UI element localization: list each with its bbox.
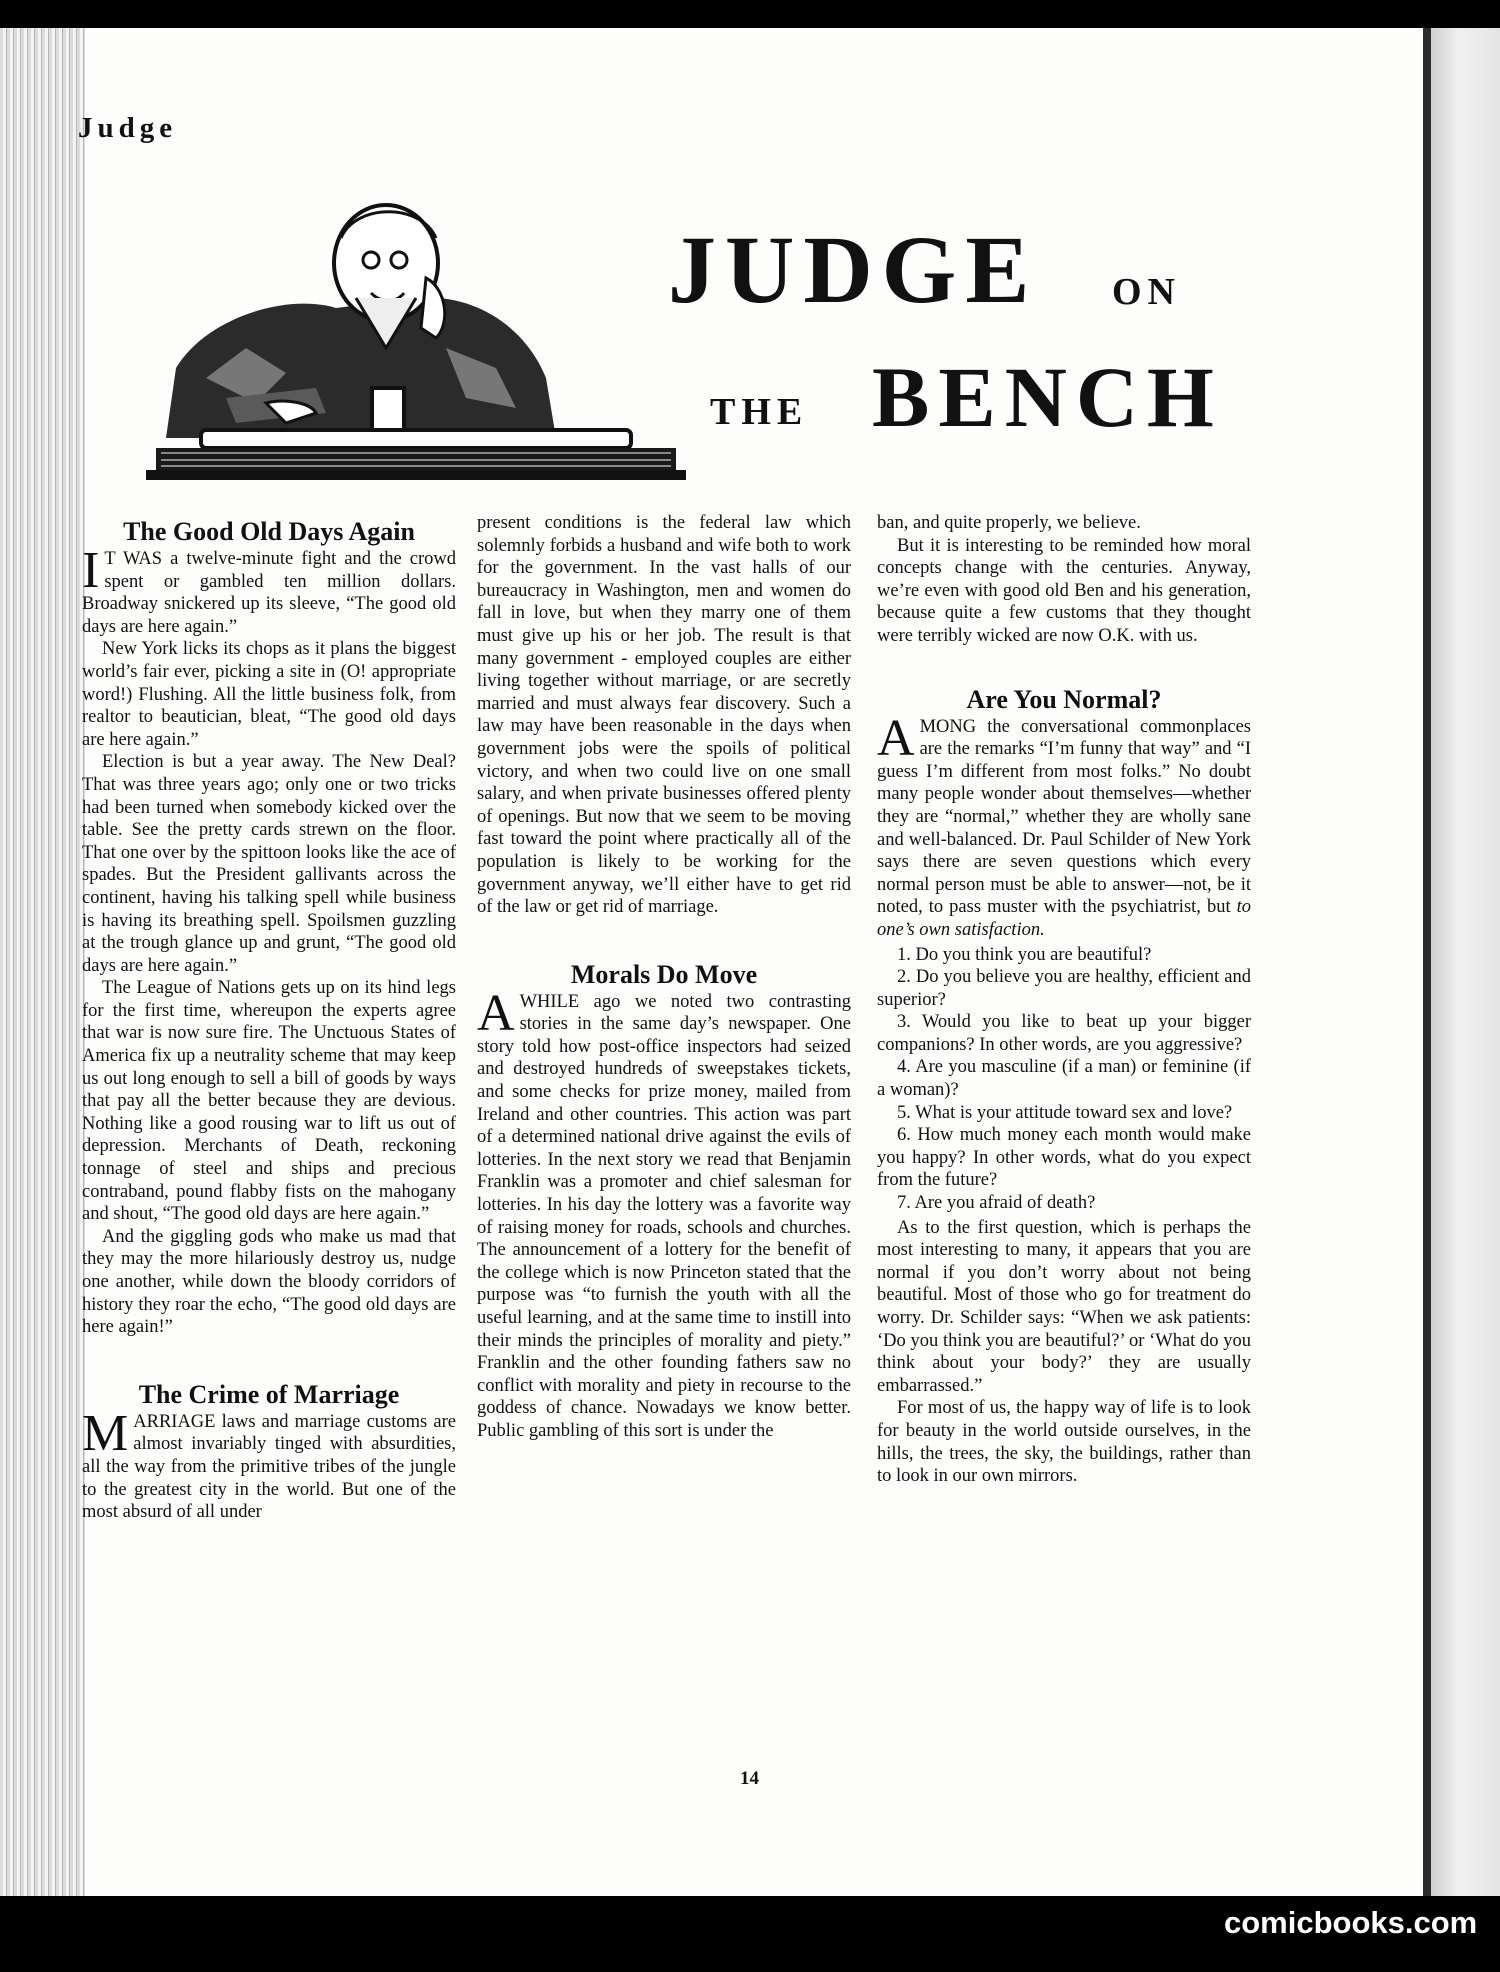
watermark: comicbooks.com bbox=[1224, 1905, 1478, 1940]
headline-crime-of-marriage: The Crime of Marriage bbox=[138, 1379, 400, 1409]
drop-cap: M bbox=[82, 1404, 129, 1462]
question-item: 7. Are you afraid of death? bbox=[897, 1193, 1096, 1214]
column-2 bbox=[477, 512, 851, 1443]
running-head: Judge bbox=[78, 112, 178, 144]
question-item: 2. Do you believe you are healthy, efficient and superior? bbox=[877, 967, 1251, 1010]
column-3 bbox=[877, 512, 1251, 1488]
questions-list bbox=[877, 944, 1251, 1215]
drop-cap: A bbox=[877, 709, 915, 767]
drop-cap: A bbox=[477, 984, 515, 1042]
book-binding-edge bbox=[0, 28, 85, 1896]
masthead-on: ON bbox=[1112, 271, 1181, 313]
article-paragraph: The League of Nations gets up on its hind legs for the first time, whereupon the experts agree that war is now sure fire. The Unctuous States of America fix up a neutrality scheme that may keep us out long enough to sell a bill of goods by ways that pay all the better because they are devious. Nothing like a good rousing war to lift us out of depression. Merchants of Death, reckoning tonnage of steel and ships and precious contraband, pound flabby fists on the mahogany and shout, “The good old days are here again.” bbox=[82, 978, 456, 1225]
column-1 bbox=[82, 516, 456, 1524]
question-item: 6. How much money each month would make you happy? In other words, what do you expect from the future? bbox=[877, 1125, 1251, 1191]
question-item: 1. Do you think you are beautiful? bbox=[897, 944, 1152, 965]
headline-are-you-normal: Are You Normal? bbox=[966, 684, 1162, 714]
question-item: 5. What is your attitude toward sex and love? bbox=[897, 1102, 1233, 1123]
article-paragraph: AMONG the conversational commonplaces are the remarks “I’m funny that way” and “I guess I’m different from most folks.” No doubt many people wonder about themselves—whether they are “normal,” whether they are wholly sane and well-balanced. Dr. Paul Schilder of New York says there are seven questions which every normal person must be able to answer—not, be it noted, to pass muster with the psychiatrist, but to one’s own satisfaction. bbox=[877, 709, 1252, 940]
headline-good-old-days: The Good Old Days Again bbox=[123, 517, 415, 546]
italic-phrase: to one’s own satisfaction. bbox=[877, 897, 1252, 940]
masthead-judge: JUDGE bbox=[668, 216, 1039, 323]
headline-morals-do-move: Morals Do Move bbox=[570, 959, 758, 989]
article-paragraph: MARRIAGE laws and marriage customs are almost invariably tinged with absurdities, all the way from the primitive tribes of the jungle to the greatest city in the world. But one of the most absurd of all under bbox=[82, 1404, 456, 1523]
question-item: 3. Would you like to beat up your bigger companions? In other words, are you aggressive? bbox=[877, 1012, 1251, 1055]
article-paragraph: And the giggling gods who make us mad that they may the more hilariously destroy us, nudge one another, while down the bloody corridors of history they roar the echo, “The good old days are here again!” bbox=[82, 1226, 456, 1338]
article-paragraph: present conditions is the federal law which solemnly forbids a husband and wife both to work for the government. In the vast halls of our bureaucracy in Washington, men and women do fall in love, but when they marry one of them must give up his or her job. The result is that many government - employed couples are either living together without marriage, or are secretly married and must always fear discovery. Such a law may have been reasonable in the days when government jobs were the spoils of political victory, and when two could live on one small salary, and when private businesses offered plenty of openings. But now that we seem to be moving fast toward the point where practically all of the population is likely to be working for the government anyway, we’ll either have to get rid of the law or get rid of marriage. bbox=[477, 513, 851, 918]
article-paragraph: As to the first question, which is perhaps the most interesting to many, it appears that you are normal if you don’t worry about not being beautiful. Most of those who go for treatment do worry. Dr. Schilder says: “When we ask patients: ‘Do you think you are beautiful?’ or ‘What do you think about your body?’ they are usually embarrassed.” bbox=[877, 1217, 1251, 1396]
drop-cap: I bbox=[82, 542, 100, 599]
article-paragraph: But it is interesting to be reminded how moral concepts change with the centuries. Anyway, we’re even with good old Ben and his generation, because quite a few customs that they thought were terribly wicked are now O.K. with us. bbox=[877, 535, 1251, 646]
question-item: 4. Are you masculine (if a man) or feminine (if a woman)? bbox=[877, 1057, 1251, 1101]
article-paragraph: I T WAS a twelve-minute fight and the crowd spent or gambled ten million dollars. Broadway snickered up its sleeve, “The good old days are here again.” bbox=[82, 542, 456, 637]
masthead-bench: BENCH bbox=[872, 349, 1223, 445]
judge-illustration bbox=[86, 198, 718, 488]
page-gutter bbox=[1423, 28, 1431, 1896]
page-number: 14 bbox=[740, 1768, 759, 1789]
article-paragraph: New York licks its chops as it plans the biggest world’s fair ever, picking a site in (O! appropriate word!) Flushing. All the little business folk, from realtor to beautician, bleat, “The good old days are here again.” bbox=[82, 639, 456, 750]
facing-page-edge bbox=[1431, 28, 1500, 1896]
article-paragraph: AWHILE ago we noted two contrasting stories in the same day’s newspaper. One story told how post-office inspectors had seized and destroyed hundreds of sweepstakes tickets, and some checks for prize money, mailed from Ireland and other countries. This action was part of a determined national drive against the evils of lotteries. In the next story we read that Benjamin Franklin was a promoter and chief salesman for lotteries. In his day the lottery was a favorite way of raising money for roads, schools and churches. The announcement of a lottery for the benefit of the college which is now Princeton stated that the purpose was “to furnish the youth with all the useful learning, and at the same time to instill into their minds the principles of morality and piety.” Franklin and the other founding fathers saw no conflict with morality and piety in recourse to the goddess of chance. Nowadays we know better. Public gambling of this sort is under the bbox=[477, 984, 851, 1441]
article-paragraph: For most of us, the happy way of life is to look for beauty in the world outside ourselves, in the hills, the trees, the sky, the buildings, rather than to look in our own mirrors. bbox=[877, 1398, 1251, 1487]
article-paragraph: ban, and quite properly, we believe. bbox=[877, 513, 1141, 533]
article-paragraph: Election is but a year away. The New Deal? That was three years ago; only one or two tricks had been turned when somebody kicked over the table. See the pretty cards strewn on the floor. That one over by the spittoon looks like the ace of spades. But the President gallivants across the continent, having his talking spell while business is having its breathing spell. Spoilsmen guzzling at the trough glance up and grunt, “The good old days are here again.” bbox=[82, 752, 456, 976]
masthead-the: THE bbox=[710, 391, 809, 433]
